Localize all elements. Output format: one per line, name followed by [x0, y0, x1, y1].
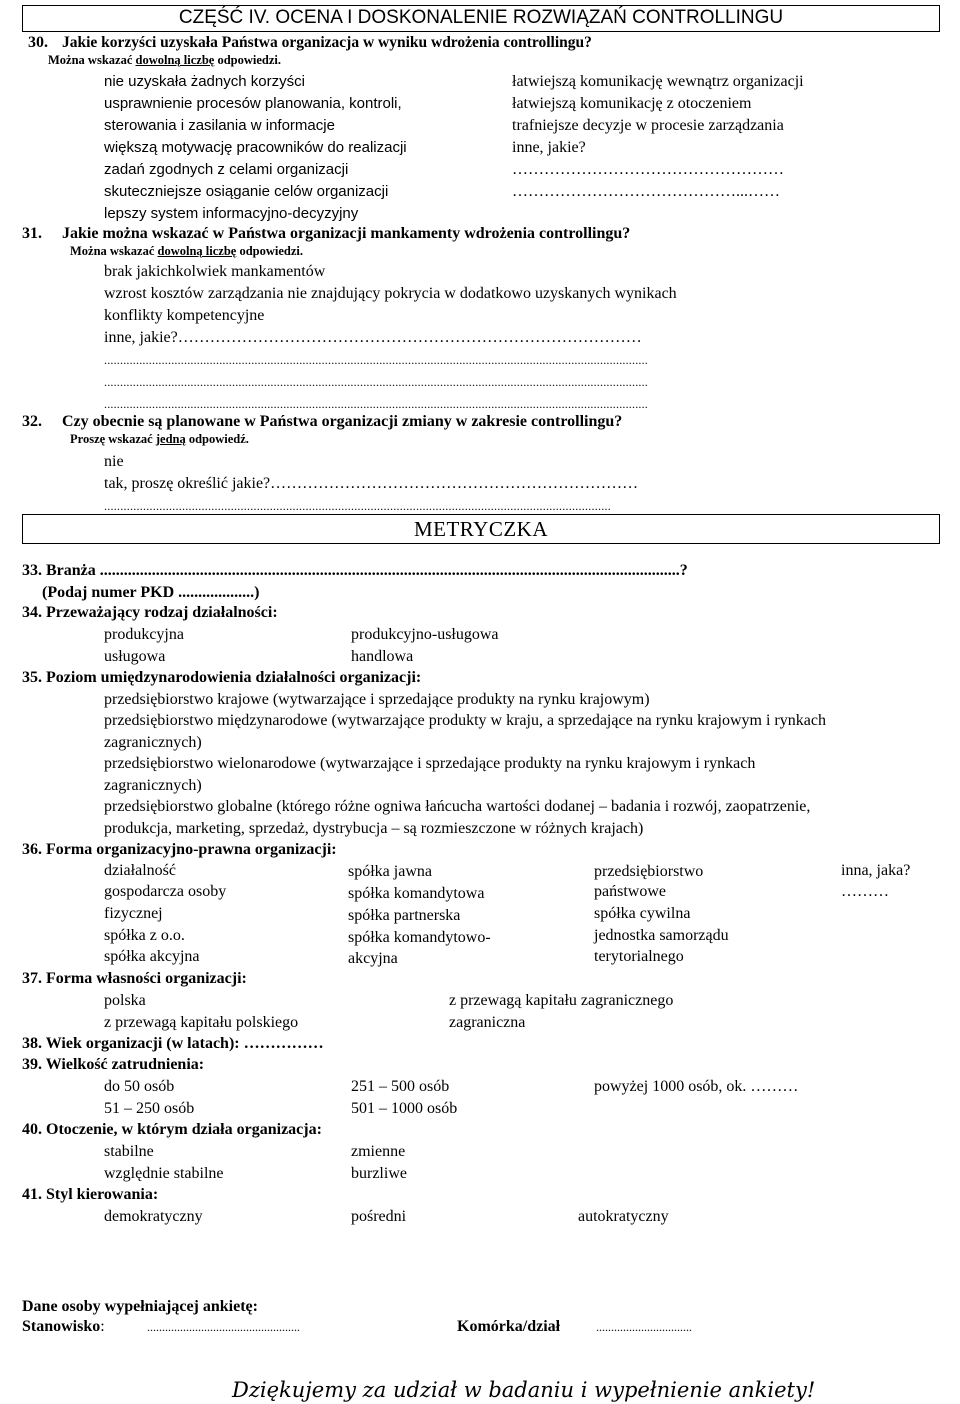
section-title: CZĘŚĆ IV. OCENA I DOSKONALENIE ROZWIĄZAŃ CONTROLLINGU	[178, 7, 784, 28]
q36-option-cont: państwowe	[594, 883, 666, 900]
q39-option[interactable]: 501 – 1000 osób	[351, 1100, 458, 1117]
q31-option[interactable]: konflikty kompetencyjne	[104, 307, 265, 324]
q39-option[interactable]: 51 – 250 osób	[104, 1100, 195, 1117]
q41-option[interactable]: demokratyczny	[104, 1208, 203, 1225]
q30-option-cont: sterowania i zasilania w informacje	[104, 117, 335, 134]
q32-dots[interactable]: ............................................................................................................................................................	[104, 499, 611, 513]
thanks-message: Dziękujemy za udział w badaniu i wypełnienie ankiety!	[232, 1378, 816, 1402]
q30-option[interactable]: usprawnienie procesów planowania, kontroli,	[104, 95, 402, 112]
q30-option[interactable]: łatwiejszą komunikację z otoczeniem	[512, 95, 752, 112]
q36-option[interactable]: spółka z o.o.	[104, 927, 185, 944]
q35-option-cont: zagranicznych)	[104, 734, 202, 751]
q39-title: 39. Wielkość zatrudnienia:	[22, 1056, 205, 1073]
q40-option[interactable]: zmienne	[351, 1143, 406, 1160]
q36-option-other[interactable]: inna, jaka?	[841, 862, 911, 879]
q30-number: 30.	[28, 34, 48, 51]
q39-option[interactable]: powyżej 1000 osób, ok. ………	[594, 1078, 799, 1095]
q30-option-cont: zadań zgodnych z celami organizacji	[104, 161, 349, 178]
q40-option[interactable]: względnie stabilne	[104, 1165, 224, 1182]
q36-option-cont: gospodarcza osoby	[104, 883, 227, 900]
q31-number: 31.	[22, 225, 42, 242]
q38-age[interactable]: 38. Wiek organizacji (w latach): ……………	[22, 1035, 324, 1052]
q30-option[interactable]: skuteczniejsze osiąganie celów organizacji	[104, 183, 389, 200]
q30-option[interactable]: większą motywację pracowników do realizacji	[104, 139, 407, 156]
q30-question: Jakie korzyści uzyskała Państwa organizacja w wyniku wdrożenia controllingu?	[62, 34, 592, 51]
q32-question: Czy obecnie są planowane w Państwa organizacji zmiany w zakresie controllingu?	[62, 413, 623, 430]
unit-field[interactable]: ................................	[596, 1320, 692, 1334]
q30-other-dots[interactable]: ……………………………………………	[512, 161, 784, 178]
q30-option[interactable]: lepszy system informacyjno-decyzyjny	[104, 205, 359, 222]
q31-option[interactable]: wzrost kosztów zarządzania nie znajdujący pokrycia w dodatkowo uzyskanych wynikach	[104, 285, 677, 302]
q36-option[interactable]: jednostka samorządu	[594, 927, 729, 944]
q36-option[interactable]: spółka akcyjna	[104, 948, 200, 965]
q30-note: Można wskazać dowolną liczbę odpowiedzi.	[48, 53, 282, 67]
q41-option[interactable]: autokratyczny	[578, 1208, 669, 1225]
q34-option[interactable]: usługowa	[104, 648, 166, 665]
q36-option[interactable]: spółka komandytowo-	[348, 929, 491, 946]
section-header-box	[22, 5, 940, 32]
q36-option[interactable]: przedsiębiorstwo	[594, 863, 704, 880]
q34-option[interactable]: produkcyjna	[104, 626, 184, 643]
q37-option[interactable]: z przewagą kapitału zagranicznego	[449, 992, 674, 1009]
q39-option[interactable]: 251 – 500 osób	[351, 1078, 450, 1095]
q30-other-dots[interactable]: ……………………………………...……	[512, 183, 780, 200]
q30-option[interactable]: łatwiejszą komunikację wewnątrz organizacji	[512, 73, 804, 90]
q35-option[interactable]: przedsiębiorstwo międzynarodowe (wytwarzające produkty w kraju, a sprzedające na rynku krajowym i rynkach	[104, 712, 826, 729]
q30-option[interactable]: nie uzyskała żadnych korzyści	[104, 73, 305, 90]
q31-dots[interactable]: ..........................................................................................................................................................................	[104, 353, 648, 367]
q40-option[interactable]: burzliwe	[351, 1165, 407, 1182]
q30-option-other[interactable]: inne, jakie?	[512, 139, 586, 156]
q33-branza[interactable]: 33. Branża .................................................................................................................................................?	[22, 562, 688, 579]
metryczka-header-box	[22, 514, 940, 544]
q36-option-cont: terytorialnego	[594, 948, 684, 965]
q41-title: 41. Styl kierowania:	[22, 1186, 159, 1203]
q36-option[interactable]: spółka partnerska	[348, 907, 461, 924]
q37-title: 37. Forma własności organizacji:	[22, 970, 247, 987]
q36-other-dots[interactable]: ………	[841, 883, 889, 900]
q35-option[interactable]: przedsiębiorstwo globalne (którego różne ogniwa łańcucha wartości dodanej – badania i rozwój, zaopatrzenie,	[104, 798, 811, 815]
q36-option-cont: akcyjna	[348, 950, 398, 967]
q31-option[interactable]: brak jakichkolwiek mankamentów	[104, 263, 326, 280]
q30-option[interactable]: trafniejsze decyzje w procesie zarządzania	[512, 117, 784, 134]
q36-option[interactable]: spółka cywilna	[594, 905, 691, 922]
unit-label: Komórka/dział	[457, 1318, 561, 1335]
q35-option-cont: produkcja, marketing, sprzedaż, dystrybucja – są rozmieszczone w różnych krajach)	[104, 820, 644, 837]
q37-option[interactable]: polska	[104, 992, 146, 1009]
respondent-label: Dane osoby wypełniającej ankietę:	[22, 1298, 258, 1315]
q35-option[interactable]: przedsiębiorstwo krajowe (wytwarzające i sprzedające produkty na rynku krajowym)	[104, 691, 650, 708]
q36-option[interactable]: spółka komandytowa	[348, 885, 485, 902]
q37-option[interactable]: zagraniczna	[449, 1014, 526, 1031]
q32-option[interactable]: tak, proszę określić jakie?……………………………………………………………	[104, 475, 639, 492]
q31-note: Można wskazać dowolną liczbę odpowiedzi.	[70, 244, 304, 258]
q35-title: 35. Poziom umiędzynarodowienia działalności organizacji:	[22, 669, 422, 686]
q34-title: 34. Przeważający rodzaj działalności:	[22, 604, 278, 621]
q32-option[interactable]: nie	[104, 453, 124, 470]
q34-option[interactable]: produkcyjno-usługowa	[351, 626, 499, 643]
q39-option[interactable]: do 50 osób	[104, 1078, 175, 1095]
q34-option[interactable]: handlowa	[351, 648, 414, 665]
q36-option[interactable]: spółka jawna	[348, 863, 432, 880]
position-row: Stanowisko:	[22, 1318, 105, 1335]
q31-dots[interactable]: ..........................................................................................................................................................................	[104, 397, 648, 411]
q32-note: Proszę wskazać jedną odpowiedź.	[70, 432, 249, 446]
q31-question: Jakie można wskazać w Państwa organizacji mankamenty wdrożenia controllingu?	[62, 225, 631, 242]
q40-title: 40. Otoczenie, w którym działa organizacja:	[22, 1121, 322, 1138]
q41-option[interactable]: pośredni	[351, 1208, 407, 1225]
q36-option-cont: fizycznej	[104, 905, 163, 922]
q33-pkd[interactable]: (Podaj numer PKD ...................)	[42, 584, 260, 601]
position-label: Stanowisko	[22, 1318, 101, 1335]
position-field[interactable]: ...................................................	[147, 1320, 300, 1334]
q32-number: 32.	[22, 413, 42, 430]
q35-option[interactable]: przedsiębiorstwo wielonarodowe (wytwarzające i sprzedające produkty na rynku krajowym i rynkach	[104, 755, 756, 772]
metryczka-title: METRYCZKA	[413, 517, 548, 541]
q31-option-other[interactable]: inne, jakie?……………………………………………………………………………	[104, 329, 642, 346]
q31-dots[interactable]: ..........................................................................................................................................................................	[104, 375, 648, 389]
q36-title: 36. Forma organizacyjno-prawna organizacji:	[22, 841, 337, 858]
q35-option-cont: zagranicznych)	[104, 777, 202, 794]
q36-option[interactable]: działalność	[104, 862, 176, 879]
q40-option[interactable]: stabilne	[104, 1143, 154, 1160]
q37-option[interactable]: z przewagą kapitału polskiego	[104, 1014, 299, 1031]
